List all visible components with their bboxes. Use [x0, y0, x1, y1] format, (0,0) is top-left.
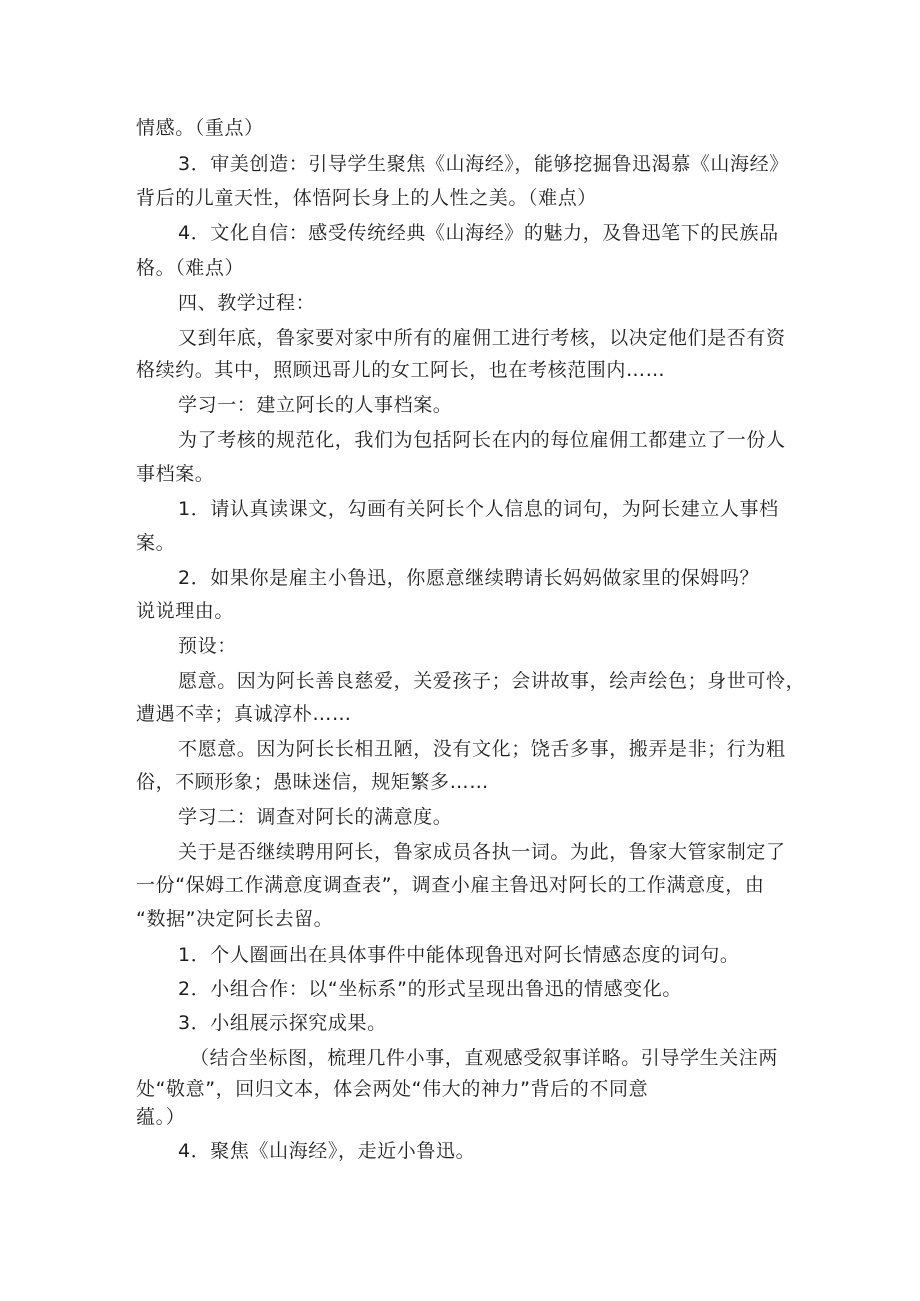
text-line: 为了考核的规范化，我们为包括阿长在内的每位雇佣工都建立了一份人: [178, 429, 786, 451]
text-line: （结合坐标图，梳理几件小事，直观感受叙事详略。引导学生关注两: [190, 1047, 779, 1069]
text-line: 处“敬意”，回归文本，体会两处“伟大的神力”背后的不同意: [136, 1078, 649, 1100]
text-line: 案。: [136, 532, 176, 554]
text-line: 关于是否继续聘用阿长，鲁家成员各执一词。为此，鲁家大管家制定了: [178, 841, 786, 863]
text-line: 一份“保姆工作满意度调查表”，调查小雇主鲁迅对阿长的工作满意度，由: [136, 874, 765, 896]
text-line: 遭遇不幸；真诚淳朴……: [136, 703, 352, 725]
subsection-heading: 学习二：调查对阿长的满意度。: [178, 806, 453, 828]
text-line: 不愿意。因为阿长长相丑陋，没有文化；饶舌多事，搬弄是非；行为粗: [178, 738, 786, 760]
text-line: 事档案。: [136, 463, 215, 485]
text-line: 4．文化自信：感受传统经典《山海经》的魅力，及鲁迅笔下的民族品: [178, 222, 779, 244]
text-line: 2．如果你是雇主小鲁迅，你愿意继续聘请长妈妈做家里的保姆吗？: [178, 567, 760, 589]
text-line: 1．个人圈画出在具体事件中能体现鲁迅对阿长情感态度的词句。: [178, 944, 740, 966]
subsection-heading: 学习一：建立阿长的人事档案。: [178, 394, 453, 416]
text-line: 格续约。其中，照顾迅哥儿的女工阿长，也在考核范围内……: [136, 359, 666, 381]
text-line: 说说理由。: [136, 600, 235, 622]
section-heading: 四、教学过程：: [178, 292, 316, 314]
text-line: 4．聚焦《山海经》，走近小鲁迅。: [178, 1140, 476, 1162]
text-line: 俗，不顾形象；愚昧迷信，规矩繁多……: [136, 771, 489, 793]
text-line: 格。（难点）: [136, 257, 245, 279]
text-line: 蕴。）: [136, 1106, 186, 1128]
text-line: 预设：: [178, 635, 237, 657]
text-line: “数据”决定阿长去留。: [136, 908, 334, 930]
text-line: 1．请认真读课文，勾画有关阿长个人信息的词句，为阿长建立人事档: [178, 498, 779, 520]
text-line: 又到年底，鲁家要对家中所有的雇佣工进行考核，以决定他们是否有资: [178, 327, 786, 349]
text-line: 情感。（重点）: [136, 117, 264, 139]
text-line: 愿意。因为阿长善良慈爱，关爱孩子；会讲故事，绘声绘色；身世可怜，: [178, 670, 806, 692]
text-line: 2．小组合作：以“坐标系”的形式呈现出鲁迅的情感变化。: [178, 978, 682, 1000]
text-line: 背后的儿童天性，体悟阿长身上的人性之美。（难点）: [136, 187, 597, 209]
text-line: 3．小组展示探究成果。: [178, 1012, 387, 1034]
text-line: 3．审美创造：引导学生聚焦《山海经》，能够挖掘鲁迅渴慕《山海经》: [178, 153, 789, 175]
